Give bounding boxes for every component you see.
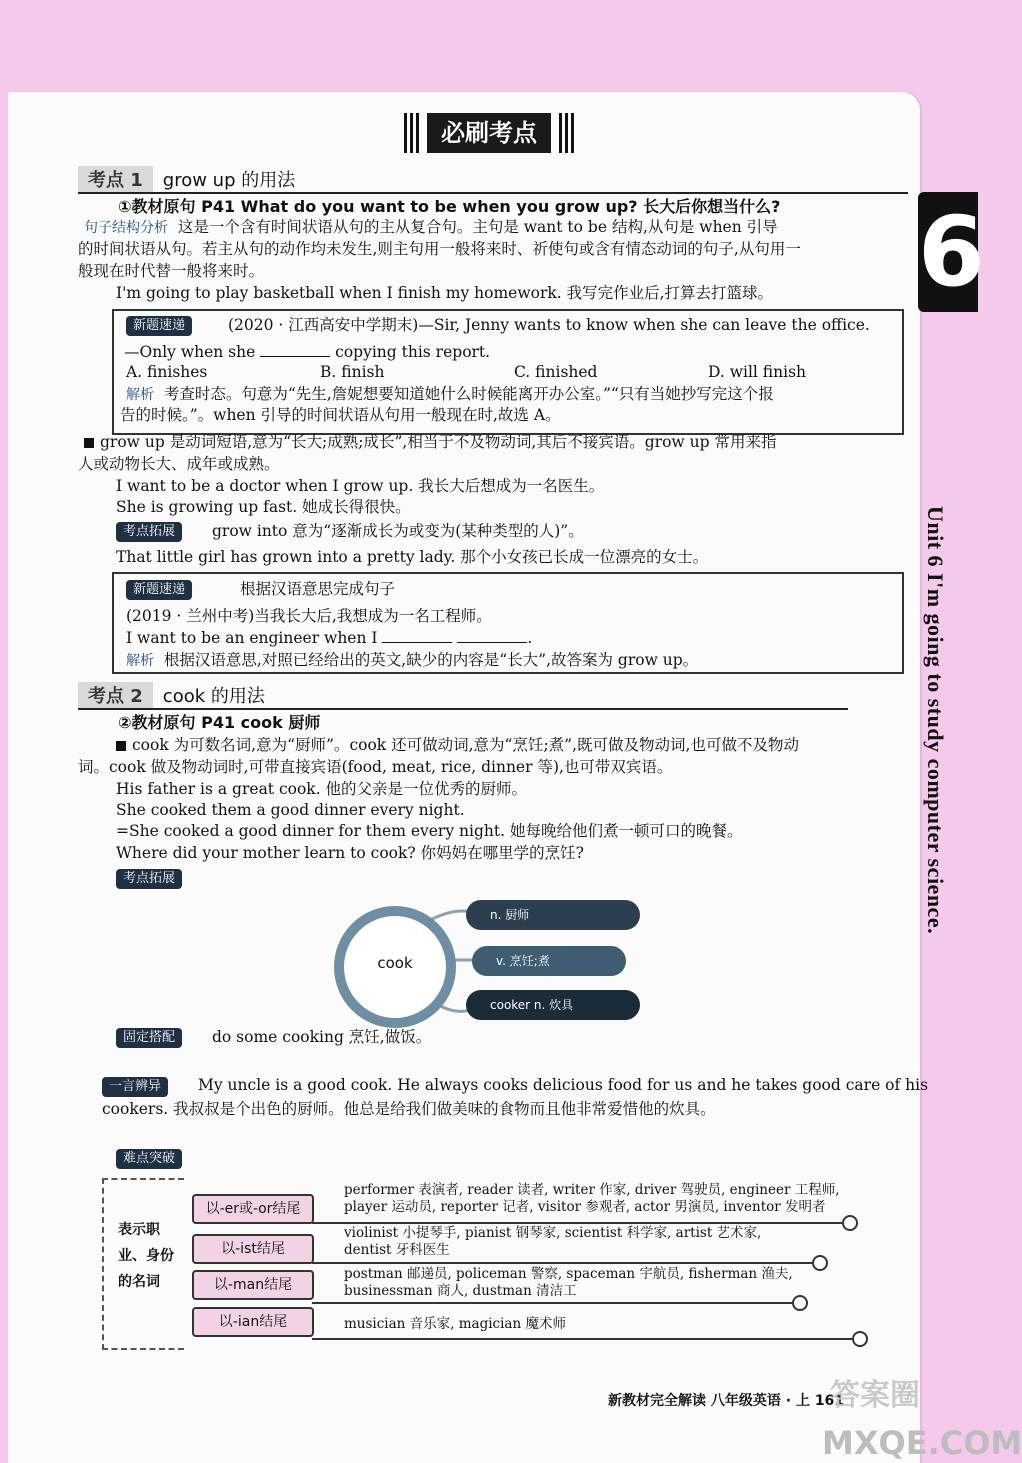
extension-tag-2: 考点拓展 [116, 869, 182, 889]
ending-man: 以-man结尾 [192, 1270, 314, 1300]
grow-up-note-1: grow up 是动词短语,意为“长大;成熟;成长”,相当于不及物动词,其后不接宾语。grow up 常用来指 [84, 432, 776, 453]
cook-example-1: His father is a great cook. 他的父亲是一位优秀的厨师。 [116, 780, 528, 798]
section-1-heading: grow up 的用法 [162, 170, 296, 191]
fixed-collocation-text: do some cooking 烹饪,做饭。 [212, 1028, 432, 1046]
analysis-line-2: 的时间状语从句。若主从句的动作均未发生,则主句用一般将来时、祈使句或含有情态动词的句子,从句用一 [78, 240, 801, 258]
row-3-line-2: businessman 商人, dustman 清洁工 [344, 1283, 577, 1299]
answer-blank-1[interactable] [382, 642, 452, 643]
distinction-tag: 一言辨异 [102, 1077, 168, 1097]
option-a: A. finishes [126, 363, 208, 381]
distinction-text-2: cookers. 我叔叔是个出色的厨师。他总是给我们做美味的食物而且他非常爱惜他的炊具。 [102, 1100, 716, 1118]
banner-left-bars [404, 113, 419, 153]
analysis-line-3: 般现在时代替一般将来时。 [78, 262, 265, 280]
row-4-underline [312, 1338, 852, 1340]
question-2-blank-line: I want to be an engineer when I . [126, 629, 533, 647]
question-1-stem: (2020 · 江西高安中学期末)—Sir, Jenny wants to know when she can leave the office. [228, 316, 870, 334]
source-sentence-1: ①教材原句 P41 What do you want to be when you grow up? 长大后你想当什么? [118, 197, 781, 216]
row-1-line-1: performer 表演者, reader 读者, writer 作家, driver 驾驶员, engineer 工程师, [344, 1182, 840, 1198]
row-1-dot [842, 1215, 858, 1231]
new-question-tag-2: 新题速递 [126, 580, 192, 600]
row-3-underline [312, 1302, 792, 1304]
answer-blank-2[interactable] [457, 642, 527, 643]
row-2-dot [812, 1255, 828, 1271]
cook-example-3: =She cooked a good dinner for them every night. 她每晚给他们煮一顿可口的晚餐。 [116, 822, 743, 840]
left-label-2: 业、身份 [118, 1248, 174, 1264]
watermark-logo: 答案圈 [830, 1378, 920, 1413]
extension-text: grow into 意为“逐渐成长为或变为(某种类型的人)”。 [212, 522, 584, 540]
grow-up-example-2: She is growing up fast. 她成长得很快。 [116, 498, 411, 516]
extension-tag: 考点拓展 [116, 522, 182, 542]
left-label-3: 的名词 [118, 1274, 160, 1290]
source-sentence-2: ②教材原句 P41 cook 厨师 [118, 713, 321, 732]
row-3-dot [792, 1295, 808, 1311]
new-question-tag: 新题速递 [126, 316, 192, 336]
row-1-underline [312, 1222, 842, 1224]
section-2-label: 考点 2 [78, 682, 153, 708]
cook-note-1: cook 为可数名词,意为“厨师”。cook 还可做动词,意为“烹饪;煮”,既可做及物动词,也可做不及物动 [116, 735, 799, 756]
banner-title: 必刷考点 [427, 113, 551, 153]
page-footer: 新教材完全解读 八年级英语 · 上 161 [608, 1393, 845, 1409]
section-banner [366, 110, 612, 156]
grow-into-example: That little girl has grown into a pretty lady. 那个小女孩已长成一位漂亮的女士。 [116, 548, 709, 566]
question-1-blank-line: —Only when she copying this report. [124, 343, 491, 361]
question-2-analysis: 解析 根据汉语意思,对照已经给出的英文,缺少的内容是“长大”,故答案为 grow up。 [126, 651, 699, 669]
cook-note-2: 词。cook 做及物动词时,可带直接宾语(food, meat, rice, dinner 等),也可带双宾语。 [78, 758, 673, 776]
left-label-1: 表示职 [118, 1222, 160, 1238]
answer-blank[interactable] [260, 356, 330, 357]
cook-example-2: She cooked them a good dinner every night. [116, 801, 465, 819]
question-2-stem: (2019 · 兰州中考)当我长大后,我想成为一名工程师。 [126, 607, 492, 625]
banner-right-bars [559, 113, 574, 153]
section-2-heading: cook 的用法 [162, 686, 265, 707]
row-4-line-1: musician 音乐家, magician 魔术师 [344, 1316, 566, 1332]
question-2-title: 根据汉语意思完成句子 [240, 580, 396, 598]
watermark-url: MXQE.COM [822, 1424, 1022, 1462]
grow-up-example-1: I want to be a doctor when I grow up. 我长大后想成为一名医生。 [116, 477, 605, 495]
option-b: B. finish [320, 363, 385, 381]
section-2-header [78, 682, 848, 710]
analysis-line-1: 句子结构分析 这是一个含有时间状语从句的主从复合句。主句是 want to be 结构,从句是 when 引导 [84, 218, 778, 236]
option-c: C. finished [514, 363, 598, 381]
diagram-item-noun: n. 厨师 [466, 900, 640, 930]
ending-ian: 以-ian结尾 [192, 1307, 314, 1337]
grow-up-note-2: 人或动物长大、成年或成熟。 [78, 455, 280, 473]
fixed-collocation-tag: 固定搭配 [116, 1028, 182, 1048]
difficulty-tag: 难点突破 [116, 1149, 182, 1169]
ending-er-or: 以-er或-or结尾 [192, 1194, 314, 1224]
unit-side-tab [918, 186, 1000, 1286]
row-1-line-2: player 运动员, reporter 记者, visitor 参观者, actor 男演员, inventor 发明者 [344, 1199, 826, 1215]
diagram-item-verb: v. 烹饪;煮 [472, 946, 626, 976]
row-3-line-1: postman 邮递员, policeman 警察, spaceman 宇航员, fisherman 渔夫, [344, 1266, 793, 1282]
cook-example-4: Where did your mother learn to cook? 你妈妈在哪里学的烹饪? [116, 844, 584, 862]
question-1-analysis: 解析 考查时态。句意为“先生,詹妮想要知道她什么时候能离开办公室。”“只有当她抄写完这个报 [126, 385, 774, 403]
diagram-center-label: cook [377, 954, 413, 972]
unit-number: 6 [918, 192, 978, 312]
section-1-header [78, 166, 908, 194]
example-sentence: I'm going to play basketball when I finish my homework. 我写完作业后,打算去打篮球。 [116, 284, 774, 302]
row-2-line-2: dentist 牙科医生 [344, 1242, 450, 1258]
section-1-label: 考点 1 [78, 166, 153, 192]
analysis-tag: 句子结构分析 [84, 220, 168, 236]
question-1-analysis-2: 告的时候。”。when 引导的时间状语从句用一般现在时,故选 A。 [120, 406, 561, 424]
ending-ist: 以-ist结尾 [192, 1234, 314, 1264]
diagram-item-cooker: cooker n. 炊具 [466, 990, 640, 1020]
distinction-text-1: My uncle is a good cook. He always cooks delicious food for us and he takes good care of his [198, 1076, 929, 1094]
unit-title-vertical: Unit 6 I'm going to study computer science. [923, 506, 948, 935]
row-4-dot [852, 1331, 868, 1347]
row-2-line-1: violinist 小提琴手, pianist 钢琴家, scientist 科学家, artist 艺术家, [344, 1225, 762, 1241]
cook-center-circle [334, 906, 456, 1028]
row-2-underline [312, 1262, 812, 1264]
option-d: D. will finish [708, 363, 807, 381]
